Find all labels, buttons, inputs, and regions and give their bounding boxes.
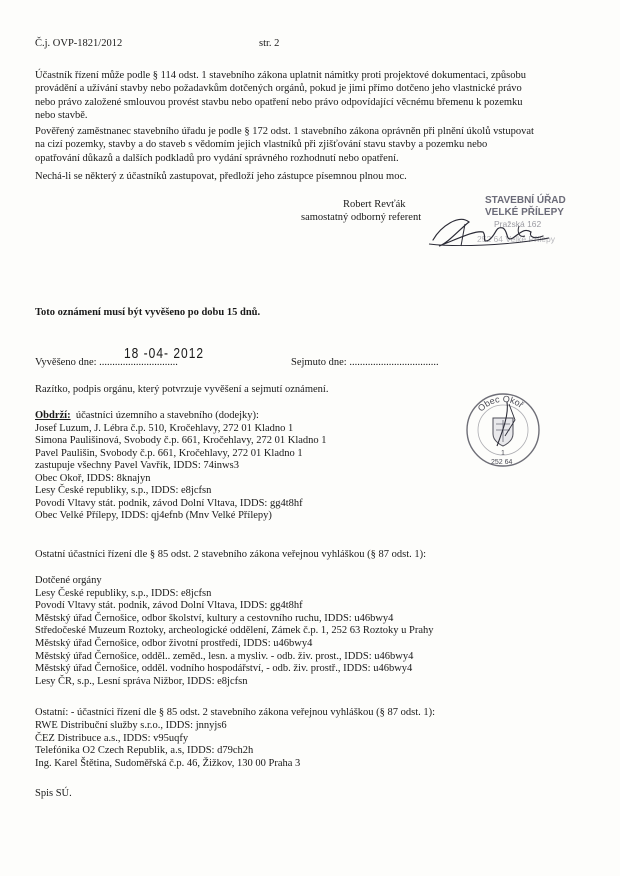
recipients-label: Obdrží: <box>35 410 71 421</box>
public-section-list <box>35 575 434 688</box>
stamp-office-line3: Pražská 162 <box>494 219 542 229</box>
removed-label: Sejmuto dne: .................................. <box>291 357 439 368</box>
recipient-item: Lesy České republiky, s.p., IDDS: e8jcfsn <box>35 485 212 496</box>
public-section-item: Lesy České republiky, s.p., IDDS: e8jcfsn <box>35 587 212 599</box>
municipal-stamp <box>463 384 543 474</box>
other-section-list <box>35 720 300 770</box>
page-number: str. 2 <box>259 38 280 49</box>
municipal-stamp-name: Obec Okoř <box>475 393 526 414</box>
reference-number: Č.j. OVP-1821/2012 <box>35 38 123 49</box>
stamp-office-line1: STAVEBNÍ ÚŘAD <box>485 195 566 206</box>
recipient-item: Povodí Vltavy stát. podnik, závod Dolní Vltava, IDDS: gg4t8hf <box>35 497 303 509</box>
paragraph-representation: Nechá-li se některý z účastníků zastupovat, předloží jeho zástupce písemnou plnou moc. <box>35 171 407 182</box>
recipients-block <box>35 410 327 523</box>
posted-label: Vyvěšeno dne: .............................. <box>35 357 178 368</box>
signatory-name: Robert Revťák <box>343 199 406 210</box>
public-section-item: Městský úřad Černošice, odděl.. zeměd., lesn. a mysliv. - odb. živ. prost., IDDS: u46bwy4 <box>35 650 414 662</box>
public-section-item: Městský úřad Černošice, odbor životní prostředí, IDDS: u46bwy4 <box>35 637 313 649</box>
posted-date-stamp: 18 -04- 2012 <box>124 344 205 362</box>
recipient-item: Obec Okoř, IDDS: 8knajyn <box>35 472 151 484</box>
recipient-item: Obec Velké Přílepy, IDDS: qj4efnb (Mnv Velké Přílepy) <box>35 510 272 521</box>
municipal-stamp-zip: 252 64 <box>491 459 513 466</box>
other-section-item: Telefónika O2 Czech Republik, a.s, IDDS: d79ch2h <box>35 745 254 756</box>
public-section-item: Dotčené orgány <box>35 575 102 586</box>
razitko-text: Razítko, podpis orgánu, který potvrzuje vyvěšení a sejmutí oznámení. <box>35 384 329 395</box>
other-section-item: Ing. Karel Štětina, Sudoměřská č.p. 46, Žižkov, 130 00 Praha 3 <box>35 757 301 769</box>
recipients-heading <box>35 410 327 423</box>
paragraph-line: Účastník řízení může podle § 114 odst. 1 stavebního zákona uplatnit námitky proti projektové dokumentaci, způsobu <box>35 70 526 81</box>
paragraph-objections <box>35 69 581 122</box>
stamp-office-line2: VELKÉ PŘÍLEPY <box>485 207 564 218</box>
public-section-item: Lesy ČR, s.p., Lesní správa Nižbor, IDDS: e8jcfsn <box>35 675 248 687</box>
paragraph-line: nebo stavbě. <box>35 109 88 121</box>
paragraph-line: Pověřený zaměstnanec stavebního úřadu je podle § 172 odst. 1 stavebního zákona oprávněn při plnění úkolů vstupovat <box>35 126 534 137</box>
other-section-item: ČEZ Distribuce a.s., IDDS: v95uqfy <box>35 732 189 744</box>
notice-posting-period: Toto oznámení musí být vyvěšeno po dobu 15 dnů. <box>35 307 261 318</box>
file-note: Spis SÚ. <box>35 788 72 799</box>
signatory-title: samostatný odborný referent <box>301 212 422 223</box>
paragraph-line: opatřování důkazů a dalších podkladů pro vydání správného rozhodnutí nebo opatření. <box>35 152 399 164</box>
paragraph-authorization <box>35 125 581 165</box>
recipient-item: Josef Luzum, J. Lébra č.p. 510, Kročehlavy, 272 01 Kladno 1 <box>35 422 294 434</box>
recipient-item: Pavel Paulišin, Svobody č.p. 661, Kročehlavy, 272 01 Kladno 1 <box>35 447 303 459</box>
municipal-stamp-number: 1 <box>501 450 505 457</box>
other-section-item: RWE Distribuční služby s.r.o., IDDS: jnnyjs6 <box>35 720 227 731</box>
paragraph-line: na cizí pozemky, stavby a do staveb s vědomím jejich vlastníků při zjišťování stavu stavby a pozemku nebo <box>35 139 488 151</box>
stamp-office-line4: 252 64 Velké Přílepy <box>477 234 555 244</box>
coat-of-arms-icon <box>493 418 513 446</box>
recipient-item: zastupuje všechny Pavel Vavřík, IDDS: 74inws3 <box>35 460 239 471</box>
public-section-heading: Ostatní účastníci řízení dle § 85 odst. 2 stavebního zákona veřejnou vyhláškou (§ 87 odst. 1): <box>35 549 427 560</box>
public-section-item: Městský úřad Černošice, odděl. vodního hospodářství, - odb. živ. prostř., IDDS: u46bwy4 <box>35 663 413 675</box>
paragraph-line: provádění a užívání stavby nebo požadavkům dotčených orgánů, pokud je jimi přímo dotčeno jeho vlastnické právo <box>35 83 522 95</box>
public-section-item: Povodí Vltavy stát. podnik, závod Dolní Vltava, IDDS: gg4t8hf <box>35 600 303 612</box>
recipients-intro: účastníci územního a stavebního (dodejky): <box>75 410 259 421</box>
paragraph-line: nebo právo založené smlouvou provést stavbu nebo opatření nebo právo odpovídající věcnému břemenu k pozemku <box>35 96 523 108</box>
recipient-item: Simona Paulišinová, Svobody č.p. 661, Kročehlavy, 272 01 Kladno 1 <box>35 435 327 446</box>
public-section-item: Středočeské Muzeum Roztoky, archeologické oddělení, Zámek č.p. 1, 252 63 Roztoky u Prahy <box>35 625 434 637</box>
building-office-stamp <box>425 186 610 252</box>
public-section-item: Městský úřad Černošice, odbor školství, kultury a cestovního ruchu, IDDS: u46bwy4 <box>35 612 394 624</box>
other-section-heading: Ostatní: - účastníci řízení dle § 85 odst. 2 stavebního zákona veřejnou vyhláškou (§ 87 odst. 1): <box>35 707 436 718</box>
